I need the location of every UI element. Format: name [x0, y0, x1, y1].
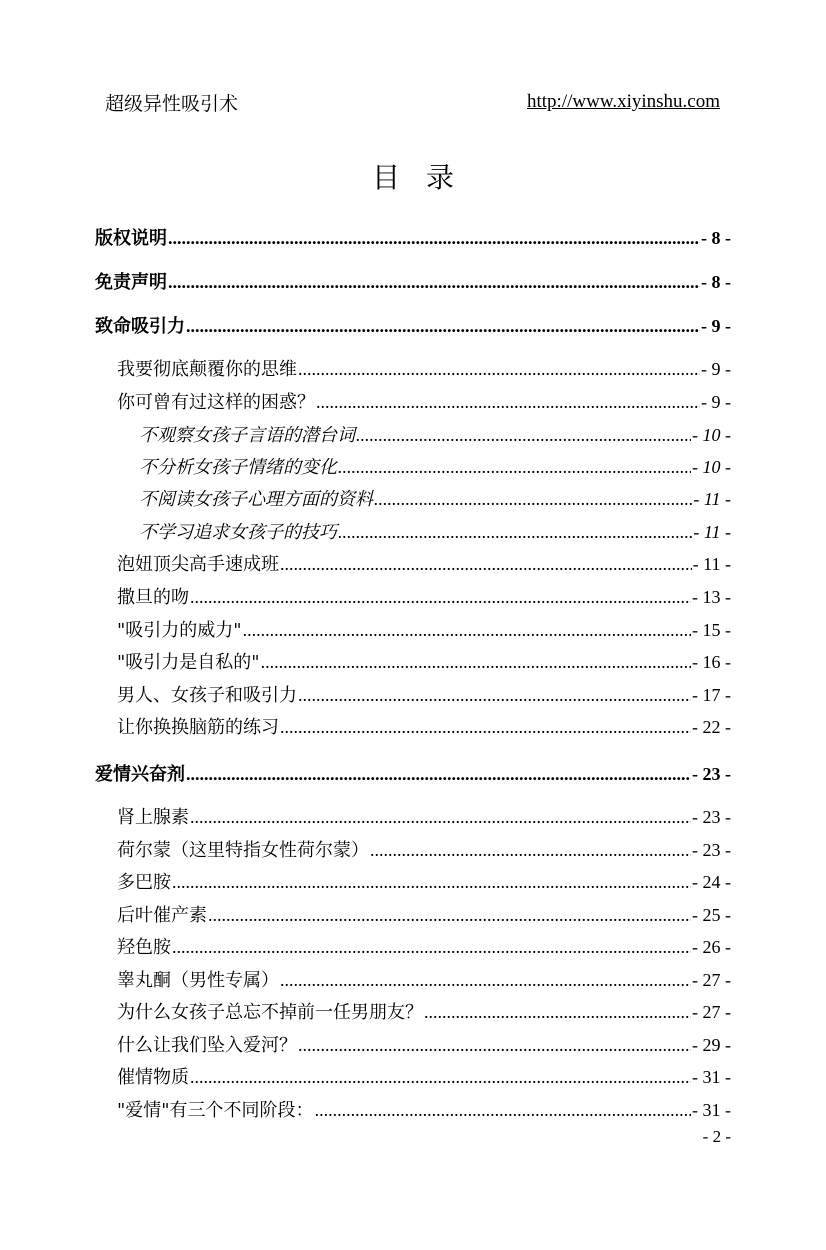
toc-entry-page: - 27 - [692, 970, 731, 990]
toc-entry[interactable] [117, 683, 731, 707]
toc-entry-page: - 31 - [692, 1100, 731, 1120]
toc-dot-leader [280, 552, 692, 576]
toc-entry-page: - 15 - [692, 620, 731, 640]
toc-entry[interactable] [117, 968, 731, 992]
header-book-title: 超级异性吸引术 [105, 93, 239, 115]
toc-entry-page: - 9 - [701, 359, 731, 379]
toc-entry-title: 我要彻底颠覆你的思维 [117, 359, 297, 380]
toc-entry[interactable] [117, 1033, 731, 1057]
toc-dot-leader [338, 520, 692, 544]
toc-entry-title: "吸引力是自私的" [117, 652, 260, 673]
toc-dot-leader [298, 683, 691, 707]
toc-entry-title: 撒旦的吻 [117, 587, 189, 608]
toc-entry[interactable] [117, 870, 731, 894]
page-title: 目录 [371, 161, 480, 194]
toc-entry-page: - 26 - [692, 937, 731, 957]
toc-dot-leader [243, 618, 691, 642]
toc-entry-page: - 27 - [692, 1002, 731, 1022]
toc-entry-page: - 11 - [693, 489, 731, 509]
toc-entry[interactable] [117, 357, 731, 381]
toc-entry-page: - 23 - [692, 807, 731, 827]
toc-dot-leader [190, 1065, 691, 1089]
toc-dot-leader [338, 455, 691, 479]
toc-dot-leader [190, 805, 691, 829]
toc-entry-page: - 10 - [692, 457, 731, 477]
toc-entry-page: - 8 - [701, 228, 731, 248]
toc-entry-title: "爱情"有三个不同阶段： [117, 1100, 314, 1121]
toc-entry-page: - 24 - [692, 872, 731, 892]
toc-entry-page: - 29 - [692, 1035, 731, 1055]
toc-entry[interactable] [139, 423, 731, 447]
toc-entry-page: - 11 - [692, 554, 731, 574]
toc-entry[interactable] [95, 314, 731, 338]
toc-entry-title: 不观察女孩子言语的潜台词 [139, 425, 355, 446]
toc-entry[interactable] [95, 762, 731, 786]
toc-dot-leader [172, 870, 691, 894]
toc-entry-page: - 11 - [693, 522, 731, 542]
header-url-link[interactable]: http://www.xiyinshu.com [527, 91, 720, 112]
toc-entry-page: - 8 - [701, 272, 731, 292]
toc-entry-title: 羟色胺 [117, 937, 171, 958]
toc-entry[interactable] [117, 935, 731, 959]
toc-entry-page: - 13 - [692, 587, 731, 607]
toc-entry-title: 泡妞顶尖高手速成班 [117, 554, 279, 575]
toc-entry[interactable] [117, 838, 731, 862]
toc-entry-title: 不分析女孩子情绪的变化 [139, 457, 337, 478]
toc-dot-leader [315, 1098, 691, 1122]
toc-entry-page: - 9 - [701, 316, 731, 336]
toc-entry[interactable] [117, 552, 731, 576]
toc-dot-leader [261, 650, 691, 674]
toc-entry-title: 不阅读女孩子心理方面的资料 [139, 489, 373, 510]
toc-entry-page: - 16 - [692, 652, 731, 672]
toc-dot-leader [298, 1033, 691, 1057]
toc-entry[interactable] [139, 487, 731, 511]
toc-entry-title: 你可曾有过这样的困惑？ [117, 392, 315, 413]
toc-entry-title: 多巴胺 [117, 872, 171, 893]
toc-entry[interactable] [139, 520, 731, 544]
toc-dot-leader [316, 390, 700, 414]
toc-entry-page: - 31 - [692, 1067, 731, 1087]
toc-entry-title: 睾丸酮（男性专属） [117, 970, 279, 991]
toc-dot-leader [168, 226, 700, 250]
toc-entry-title: 荷尔蒙（这里特指女性荷尔蒙） [117, 840, 369, 861]
toc-entry[interactable] [117, 805, 731, 829]
toc-entry-title: 致命吸引力 [95, 316, 185, 337]
toc-dot-leader [280, 715, 691, 739]
toc-entry-title: 为什么女孩子总忘不掉前一任男朋友？ [117, 1002, 423, 1023]
toc-entry[interactable] [139, 455, 731, 479]
toc-entry-title: 催情物质 [117, 1067, 189, 1088]
toc-entry[interactable] [117, 585, 731, 609]
toc-entry[interactable] [117, 650, 731, 674]
toc-entry[interactable] [117, 390, 731, 414]
toc-entry-title: 版权说明 [95, 228, 167, 249]
toc-entry-page: - 22 - [692, 717, 731, 737]
toc-entry-title: 什么让我们坠入爱河？ [117, 1035, 297, 1056]
toc-entry-page: - 23 - [692, 840, 731, 860]
toc-dot-leader [424, 1000, 691, 1024]
toc-entry-page: - 9 - [701, 392, 731, 412]
toc-entry[interactable] [117, 1000, 731, 1024]
toc-dot-leader [208, 903, 691, 927]
toc-dot-leader [168, 270, 700, 294]
page-number: - 2 - [702, 1127, 731, 1146]
toc-entry[interactable] [117, 618, 731, 642]
toc-dot-leader [298, 357, 700, 381]
toc-entry-title: 让你换换脑筋的练习 [117, 717, 279, 738]
toc-dot-leader [370, 838, 691, 862]
toc-entry-page: - 23 - [692, 764, 731, 784]
toc-entry[interactable] [95, 226, 731, 250]
toc-entry[interactable] [95, 270, 731, 294]
toc-entry[interactable] [117, 1065, 731, 1089]
toc-entry-title: 后叶催产素 [117, 905, 207, 926]
toc-entry-title: "吸引力的威力" [117, 620, 242, 641]
toc-entry[interactable] [117, 715, 731, 739]
toc-entry-title: 免责声明 [95, 272, 167, 293]
toc-entry-page: - 10 - [692, 425, 731, 445]
toc-entry-title: 不学习追求女孩子的技巧 [139, 522, 337, 543]
toc-dot-leader [172, 935, 691, 959]
toc-entry-page: - 17 - [692, 685, 731, 705]
toc-dot-leader [190, 585, 691, 609]
toc-entry-page: - 25 - [692, 905, 731, 925]
toc-dot-leader [356, 423, 691, 447]
toc-entry[interactable] [117, 1098, 731, 1122]
toc-entry-title: 男人、女孩子和吸引力 [117, 685, 297, 706]
toc-entry[interactable] [117, 903, 731, 927]
toc-dot-leader [374, 487, 692, 511]
toc-dot-leader [186, 314, 700, 338]
toc-dot-leader [186, 762, 691, 786]
toc-entry-title: 肾上腺素 [117, 807, 189, 828]
toc-dot-leader [280, 968, 691, 992]
toc-entry-title: 爱情兴奋剂 [95, 764, 185, 785]
